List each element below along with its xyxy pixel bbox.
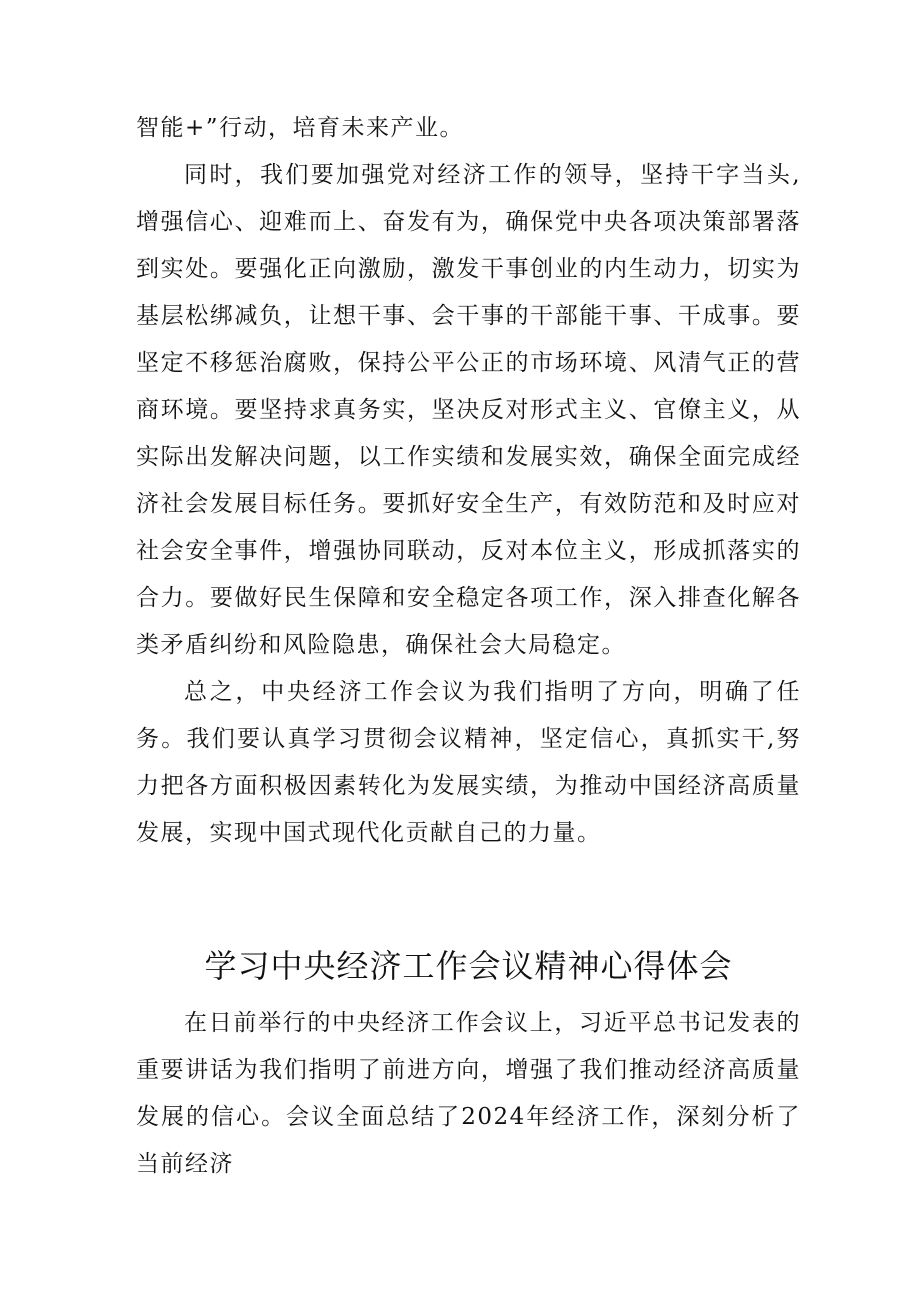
- paragraph-conclusion: 总之，中央经济工作会议为我们指明了方向，明确了任务。我们要认真学习贯彻会议精神，坚定信心，真抓实干,努力把各方面积极因素转化为发展实绩，为推动中国经济高质量发展，实现中国式现代化贡献自己的力量。: [136, 679, 801, 846]
- article-title: 学习中央经济工作会议精神心得体会: [204, 947, 733, 985]
- paragraph-leadership: 同时，我们要加强党对经济工作的领导，坚持干字当头,增强信心、迎难而上、奋发有为，确保党中央各项决策部署落到实处。要强化正向激励，激发干事创业的内生动力，切实为基层松绑减负，让想干事、会干事的干部能干事、干成事。要坚定不移惩治腐败，保持公平公正的市场环境、风清气正的营商环境。要坚持求真务实，坚决反对形式主义、官僚主义，从实际出发解决问题，以工作实绩和发展实效，确保全面完成经济社会发展目标任务。要抓好安全生产，有效防范和及时应对社会安全事件，增强协同联动，反对本位主义，形成抓落实的合力。要做好民生保障和安全稳定各项工作，深入排查化解各类矛盾纠纷和风险隐患，确保社会大局稳定。: [136, 162, 801, 658]
- paragraph-introduction: 在日前举行的中央经济工作会议上，习近平总书记发表的重要讲话为我们指明了前进方向，增强了我们推动经济高质量发展的信心。会议全面总结了2024年经济工作，深刻分析了当前经济: [136, 1010, 801, 1177]
- continued-article-body: [136, 105, 801, 857]
- new-article-body: [136, 1000, 801, 1188]
- paragraph-continuation: 智能+”行动，培育未来产业。: [136, 115, 465, 141]
